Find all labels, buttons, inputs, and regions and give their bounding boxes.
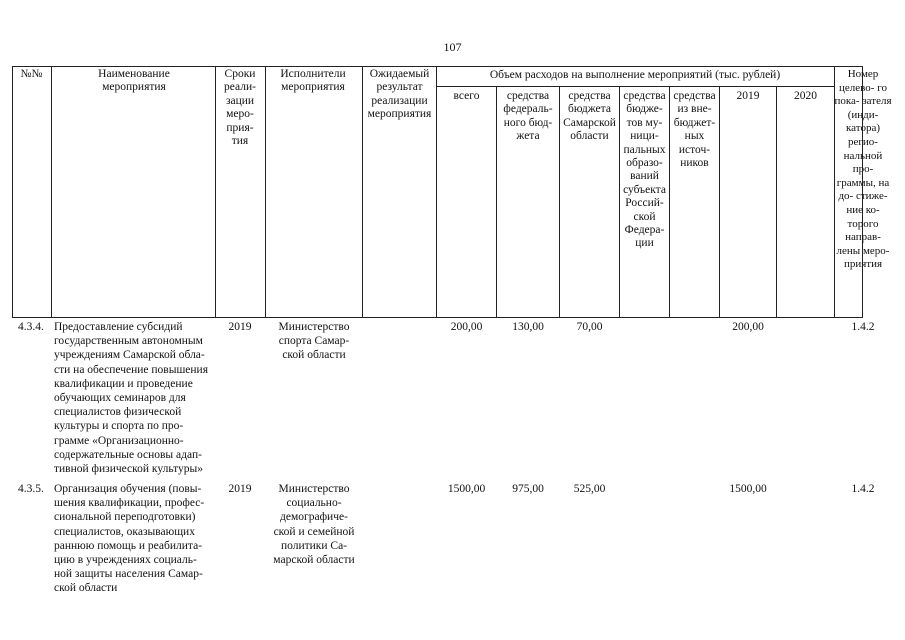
row-federal: 130,00 xyxy=(512,321,544,333)
table-header-grid xyxy=(0,66,905,318)
header-extrabudget: средства из вне- бюджет- ных источ- ников xyxy=(673,90,716,170)
header-executors: Исполнители мероприятия xyxy=(280,68,346,94)
row-name: Предоставление субсидий государственным автономным учреждениям Самарской обла- сти на обеспечение повышения квалификации и проведение обучающих семинаров для специалистов физической культуры и спорта по про- грамме «Организационно- содержательные основы адап- тивной физической культуры» xyxy=(54,321,209,476)
col-divider xyxy=(436,66,437,318)
row-regional: 70,00 xyxy=(576,321,603,333)
row-2019: 1500,00 xyxy=(729,483,767,495)
header-expenses-group: Объем расходов на выполнение мероприятий (тыс. рублей) xyxy=(489,69,781,81)
header-indicator xyxy=(834,68,892,317)
header-num: №№ xyxy=(20,68,43,80)
row-name: Организация обучения (повы- шения квалификации, профес- сиональной переподготовки) специалистов, оказывающих раннюю помощь и реабилита- цию в учреждениях социаль- ной защиты населения Самар- ской области xyxy=(54,483,205,595)
page-number: 107 xyxy=(443,40,462,54)
row-federal: 975,00 xyxy=(512,483,544,495)
row-num: 4.3.4. xyxy=(18,321,44,333)
row-executors: Министерство социально- демографиче- ской и семейной политики Са- марской области xyxy=(273,483,355,567)
row-num: 4.3.5. xyxy=(18,483,44,495)
header-federal: средства федераль- ного бюд- жета xyxy=(503,90,553,143)
row-total: 1500,00 xyxy=(447,483,486,495)
header-name: Наименование мероприятия xyxy=(98,68,170,94)
row-period: 2019 xyxy=(228,483,252,495)
row-indicator: 1.4.2 xyxy=(851,483,875,495)
col-divider xyxy=(719,86,720,318)
row-period: 2019 xyxy=(228,321,252,333)
row-2019: 200,00 xyxy=(732,321,764,333)
col-divider xyxy=(215,66,216,318)
header-municipal: средства бюдже- тов му- ници- пальных образо- ваний субъекта Россий- ской Федера- ции xyxy=(623,90,666,250)
row-regional: 525,00 xyxy=(573,483,606,495)
col-divider xyxy=(776,86,777,318)
row-indicator: 1.4.2 xyxy=(851,321,875,333)
header-2019: 2019 xyxy=(736,90,760,102)
header-period: Сроки реали- зации меро- прия- тия xyxy=(224,68,256,148)
row-executors: Министерство спорта Самар- ской области xyxy=(278,321,350,362)
table-top-border xyxy=(12,66,863,67)
header-total: всего xyxy=(453,90,480,102)
col-divider xyxy=(51,66,52,318)
col-divider xyxy=(12,66,13,318)
col-divider xyxy=(265,66,266,318)
header-indicator-text: Номер целево- го пока- зателя (инди- катора) регио- нальной про- граммы, на до- стиже- ние ко- торого направ- лены меро- приятия xyxy=(834,68,892,271)
header-regional: средства бюджета Самарской области xyxy=(563,90,616,143)
table-header-bottom-border xyxy=(12,317,863,318)
header-result: Ожидаемый результат реализации мероприятия xyxy=(367,68,432,121)
header-2020: 2020 xyxy=(794,90,817,102)
row-total: 200,00 xyxy=(450,321,483,333)
